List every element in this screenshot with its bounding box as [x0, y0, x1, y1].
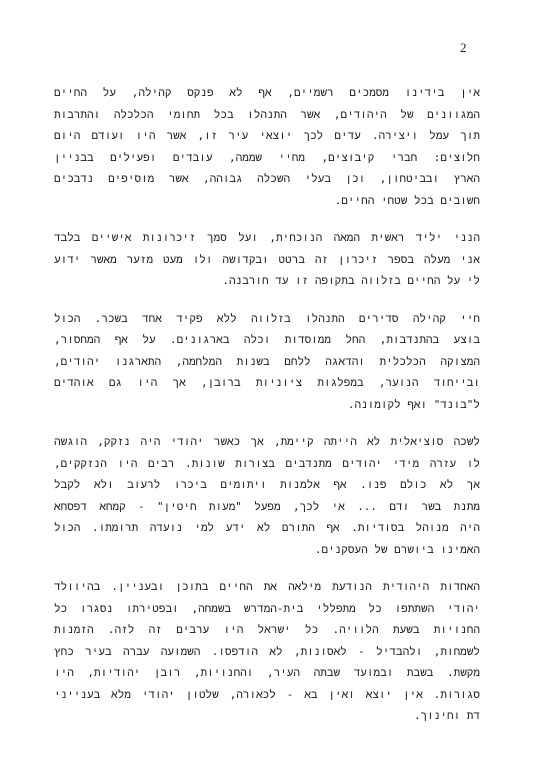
page-number: 2: [460, 40, 467, 55]
paragraph: [54, 576, 480, 727]
text-line: ובייחוד הנוער, במפלגות ציוניות ברובן, אך היו גם אוהדים: [54, 376, 480, 389]
text-line: האמינו ביושרם של העסקנים.: [314, 542, 480, 556]
text-line: אני מעלה בספר זיכרון זה ברטט ובקדושה ולו מעט מזער מאשר ידוע: [54, 252, 480, 266]
text-line: לשכה סוציאלית לא הייתה קיימת, אך כאשר יהודי היה נזקק, הוגשה: [54, 435, 480, 448]
text-line: ל"בונד" ואף לקומונה.: [347, 397, 480, 411]
text-line: החנויות בשעת הלוויה. כל ישראל היו ערבים זה לזה. הזמנות: [54, 623, 480, 636]
text-line: אך לא כולם פנו. אף אלמנות ויתומים ביכרו לרעוב ולא לקבל: [54, 478, 480, 491]
text-line: המצוקה הכלכלית והדאגה ללחם בשנות המלחמה, התארגנו יהודים,: [54, 354, 480, 368]
paragraph: [54, 431, 480, 560]
text-line: חשובים בכל שטחי החיים.: [334, 193, 480, 207]
text-line: תוך עמל ויצירה. עדים לכך יוצאי עיר זו, אשר היו ועודם היום: [54, 129, 480, 142]
text-line: לי על החיים בזלווה בתקופה זו עד חורבנה.: [222, 274, 480, 287]
text-line: המגוונים של היהודים, אשר התנהלו בכל תחומי הכלכלה והתרבות: [54, 107, 480, 121]
text-line: מתנת בשר ודם ... אי לכך, מפעל "מעות חיטין" - קמחא דפסחא: [54, 499, 480, 513]
text-line: דת וחינוך.: [413, 709, 480, 722]
paragraph: [54, 308, 480, 416]
paragraph: [54, 227, 480, 292]
text-line: יהודי השתתפו כל מתפללי בית-המדרש בשמחה, ובפטירתו נסגרו כל: [54, 601, 480, 615]
text-line: סגורות. אין יוצא ואין בא - לכאורה, שלטון יהודי מלא בענייני: [54, 687, 480, 701]
text-line: חיי קהילה סדירים התנהלו בזלווה ללא פקיד אחד בשכר. הכול: [54, 311, 480, 325]
text-line: בוצע בהתנדבות, החל ממוסדות וכלה בארגונים. על אף המחסור,: [54, 333, 480, 346]
text-line: הארץ ובביטחון, וכן בעלי השכלה גבוהה, אשר מוסיפים נדבכים: [54, 172, 480, 185]
text-line: חלוצים: חברי קיבוצים, מחיי שממה, עובדים ופעילים בבניין: [54, 150, 480, 164]
text-line: מקשת. בשבת ובמועד שבתה העיר, והחנויות, רובן יהודיות, היו: [54, 666, 480, 679]
text-line: היה מנוהל בסודיות. אף התורם לא ידע למי נועדה תרומתו. הכול: [54, 521, 480, 534]
text-line: לשמחות, ולהבדיל - לאסונות, לא הודפסו. השמועה עברה בעיר כחץ: [54, 644, 480, 658]
text-line: הנני יליד ראשית המאה הנוכחית, ועל סמך זיכרונות אישיים בלבד: [54, 231, 480, 244]
body-text: [54, 82, 480, 743]
text-line: האחדות היהודית הנודעת מילאה את החיים בתוכן ובעניין. בהיוולד: [54, 580, 480, 593]
paragraph: [54, 82, 480, 211]
text-line: לו עזרה מידי יהודים מתנדבים בצורות שונות. רבים היו הנזקקים,: [54, 456, 480, 470]
text-line: אין בידינו מסמכים רשמיים, אף לא פנקס קהילה, על החיים: [54, 86, 480, 99]
